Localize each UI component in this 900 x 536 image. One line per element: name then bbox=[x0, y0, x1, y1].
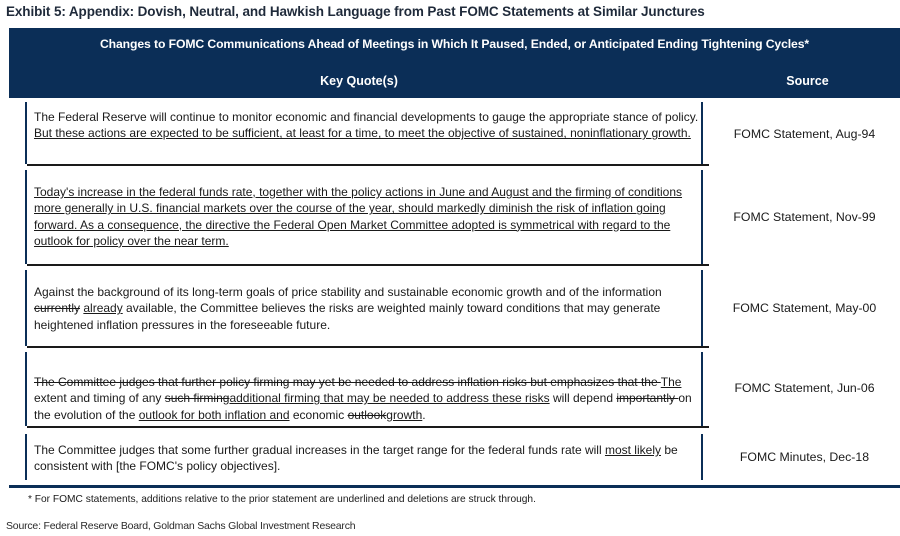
quote-source: FOMC Statement, May-00 bbox=[732, 301, 877, 315]
table-bottom-rule bbox=[9, 485, 900, 488]
row-left-border bbox=[25, 170, 27, 264]
quote-segment-strike: currently bbox=[34, 301, 81, 316]
row-source-divider bbox=[701, 102, 703, 164]
quote-segment-plain: be consistent with [the FOMC's policy objectives]. bbox=[34, 443, 678, 474]
key-quote-text bbox=[34, 442, 702, 475]
table-row bbox=[9, 168, 900, 266]
exhibit-title: Exhibit 5: Appendix: Dovish, Neutral, and Hawkish Language from Past FOMC Statements at Similar Junctures bbox=[6, 4, 705, 19]
quote-source: FOMC Statement, Nov-99 bbox=[733, 210, 876, 224]
quote-segment-strike: such firming bbox=[164, 391, 230, 406]
quote-segment-underline: additional firming that may be needed to address these risks bbox=[229, 391, 550, 406]
row-left-border bbox=[25, 434, 27, 480]
table-title: Changes to FOMC Communications Ahead of Meetings in Which It Paused, Ended, or Anticipated Ending Tightening Cycles* bbox=[99, 37, 810, 51]
row-source-divider bbox=[701, 270, 703, 346]
row-left-border bbox=[25, 352, 27, 426]
table-row bbox=[9, 100, 900, 166]
quote-segment-underline: most likely bbox=[604, 443, 661, 457]
quote-segment-plain: economic bbox=[289, 407, 348, 422]
row-source-divider bbox=[701, 352, 703, 426]
table-row bbox=[9, 268, 900, 348]
quote-source: FOMC Minutes, Dec-18 bbox=[739, 450, 870, 464]
quote-segment-underline: already bbox=[83, 301, 123, 316]
row-left-border bbox=[25, 270, 27, 346]
quote-segment-plain: on the evolution of the bbox=[34, 391, 692, 422]
quote-segment-plain: Against the background of its long-term goals of price stability and sustainable economic growth and of the information bbox=[34, 285, 662, 299]
table-row bbox=[9, 350, 900, 428]
quote-segment-underline: The bbox=[660, 375, 682, 389]
table-row bbox=[9, 432, 900, 482]
quote-segment-strike: The Committee judges that further policy firming may yet be needed to address inflation risks but emphasizes that the bbox=[34, 375, 661, 389]
quote-segment-strike: outlook bbox=[347, 407, 387, 422]
row-bottom-border bbox=[27, 264, 709, 266]
row-bottom-border bbox=[27, 346, 709, 348]
quote-source: FOMC Statement, Jun-06 bbox=[734, 381, 875, 395]
quote-segment-plain: will depend bbox=[549, 391, 617, 406]
table-header-banner bbox=[9, 28, 900, 98]
footnote: * For FOMC statements, additions relative to the prior statement are underlined and deletions are struck through. bbox=[28, 494, 536, 505]
row-left-border bbox=[25, 102, 27, 164]
source-line: Source: Federal Reserve Board, Goldman Sachs Global Investment Research bbox=[6, 520, 356, 532]
quote-segment-plain: available, the Committee believes the risks are weighted mainly toward conditions that may generate heightened inflation pressures in the foreseeable future. bbox=[34, 301, 661, 332]
key-quote-text bbox=[34, 374, 702, 423]
key-quote-text bbox=[34, 284, 702, 333]
quote-segment-underline: But these actions are expected to be sufficient, at least for a time, to meet the objective of sustained, noninflationary growth. bbox=[34, 126, 691, 141]
quote-source: FOMC Statement, Aug-94 bbox=[733, 127, 876, 141]
row-source-divider bbox=[701, 170, 703, 264]
quote-segment-underline: growth bbox=[386, 407, 423, 422]
quote-segment-strike: importantly bbox=[616, 391, 679, 406]
key-quote-text bbox=[34, 109, 702, 142]
quote-segment-underline: Today's increase in the federal funds rate, together with the policy actions in June and August and the firming of conditions more generally in U.S. financial markets over the course of the year, should markedly diminish the risk of inflation going forward. As a consequence, the directive the Federal Open Market Committee adopted is symmetrical with regard to the outlook for policy over the near term. bbox=[34, 185, 683, 248]
row-bottom-border bbox=[27, 164, 709, 166]
quote-segment-plain: extent and timing of any bbox=[34, 391, 165, 406]
quote-segment-underline: outlook for both inflation and bbox=[138, 407, 290, 422]
column-header-source: Source bbox=[786, 74, 829, 88]
column-header-key-quotes: Key Quote(s) bbox=[320, 74, 398, 88]
row-bottom-border bbox=[27, 426, 709, 428]
quote-segment-plain: . bbox=[422, 407, 426, 422]
key-quote-text bbox=[34, 184, 702, 249]
quote-segment-plain: The Federal Reserve will continue to monitor economic and financial developments to gauge the appropriate stance of policy. bbox=[34, 110, 699, 124]
row-source-divider bbox=[701, 434, 703, 480]
quote-segment-plain: The Committee judges that some further gradual increases in the target range for the federal funds rate will bbox=[34, 443, 605, 457]
